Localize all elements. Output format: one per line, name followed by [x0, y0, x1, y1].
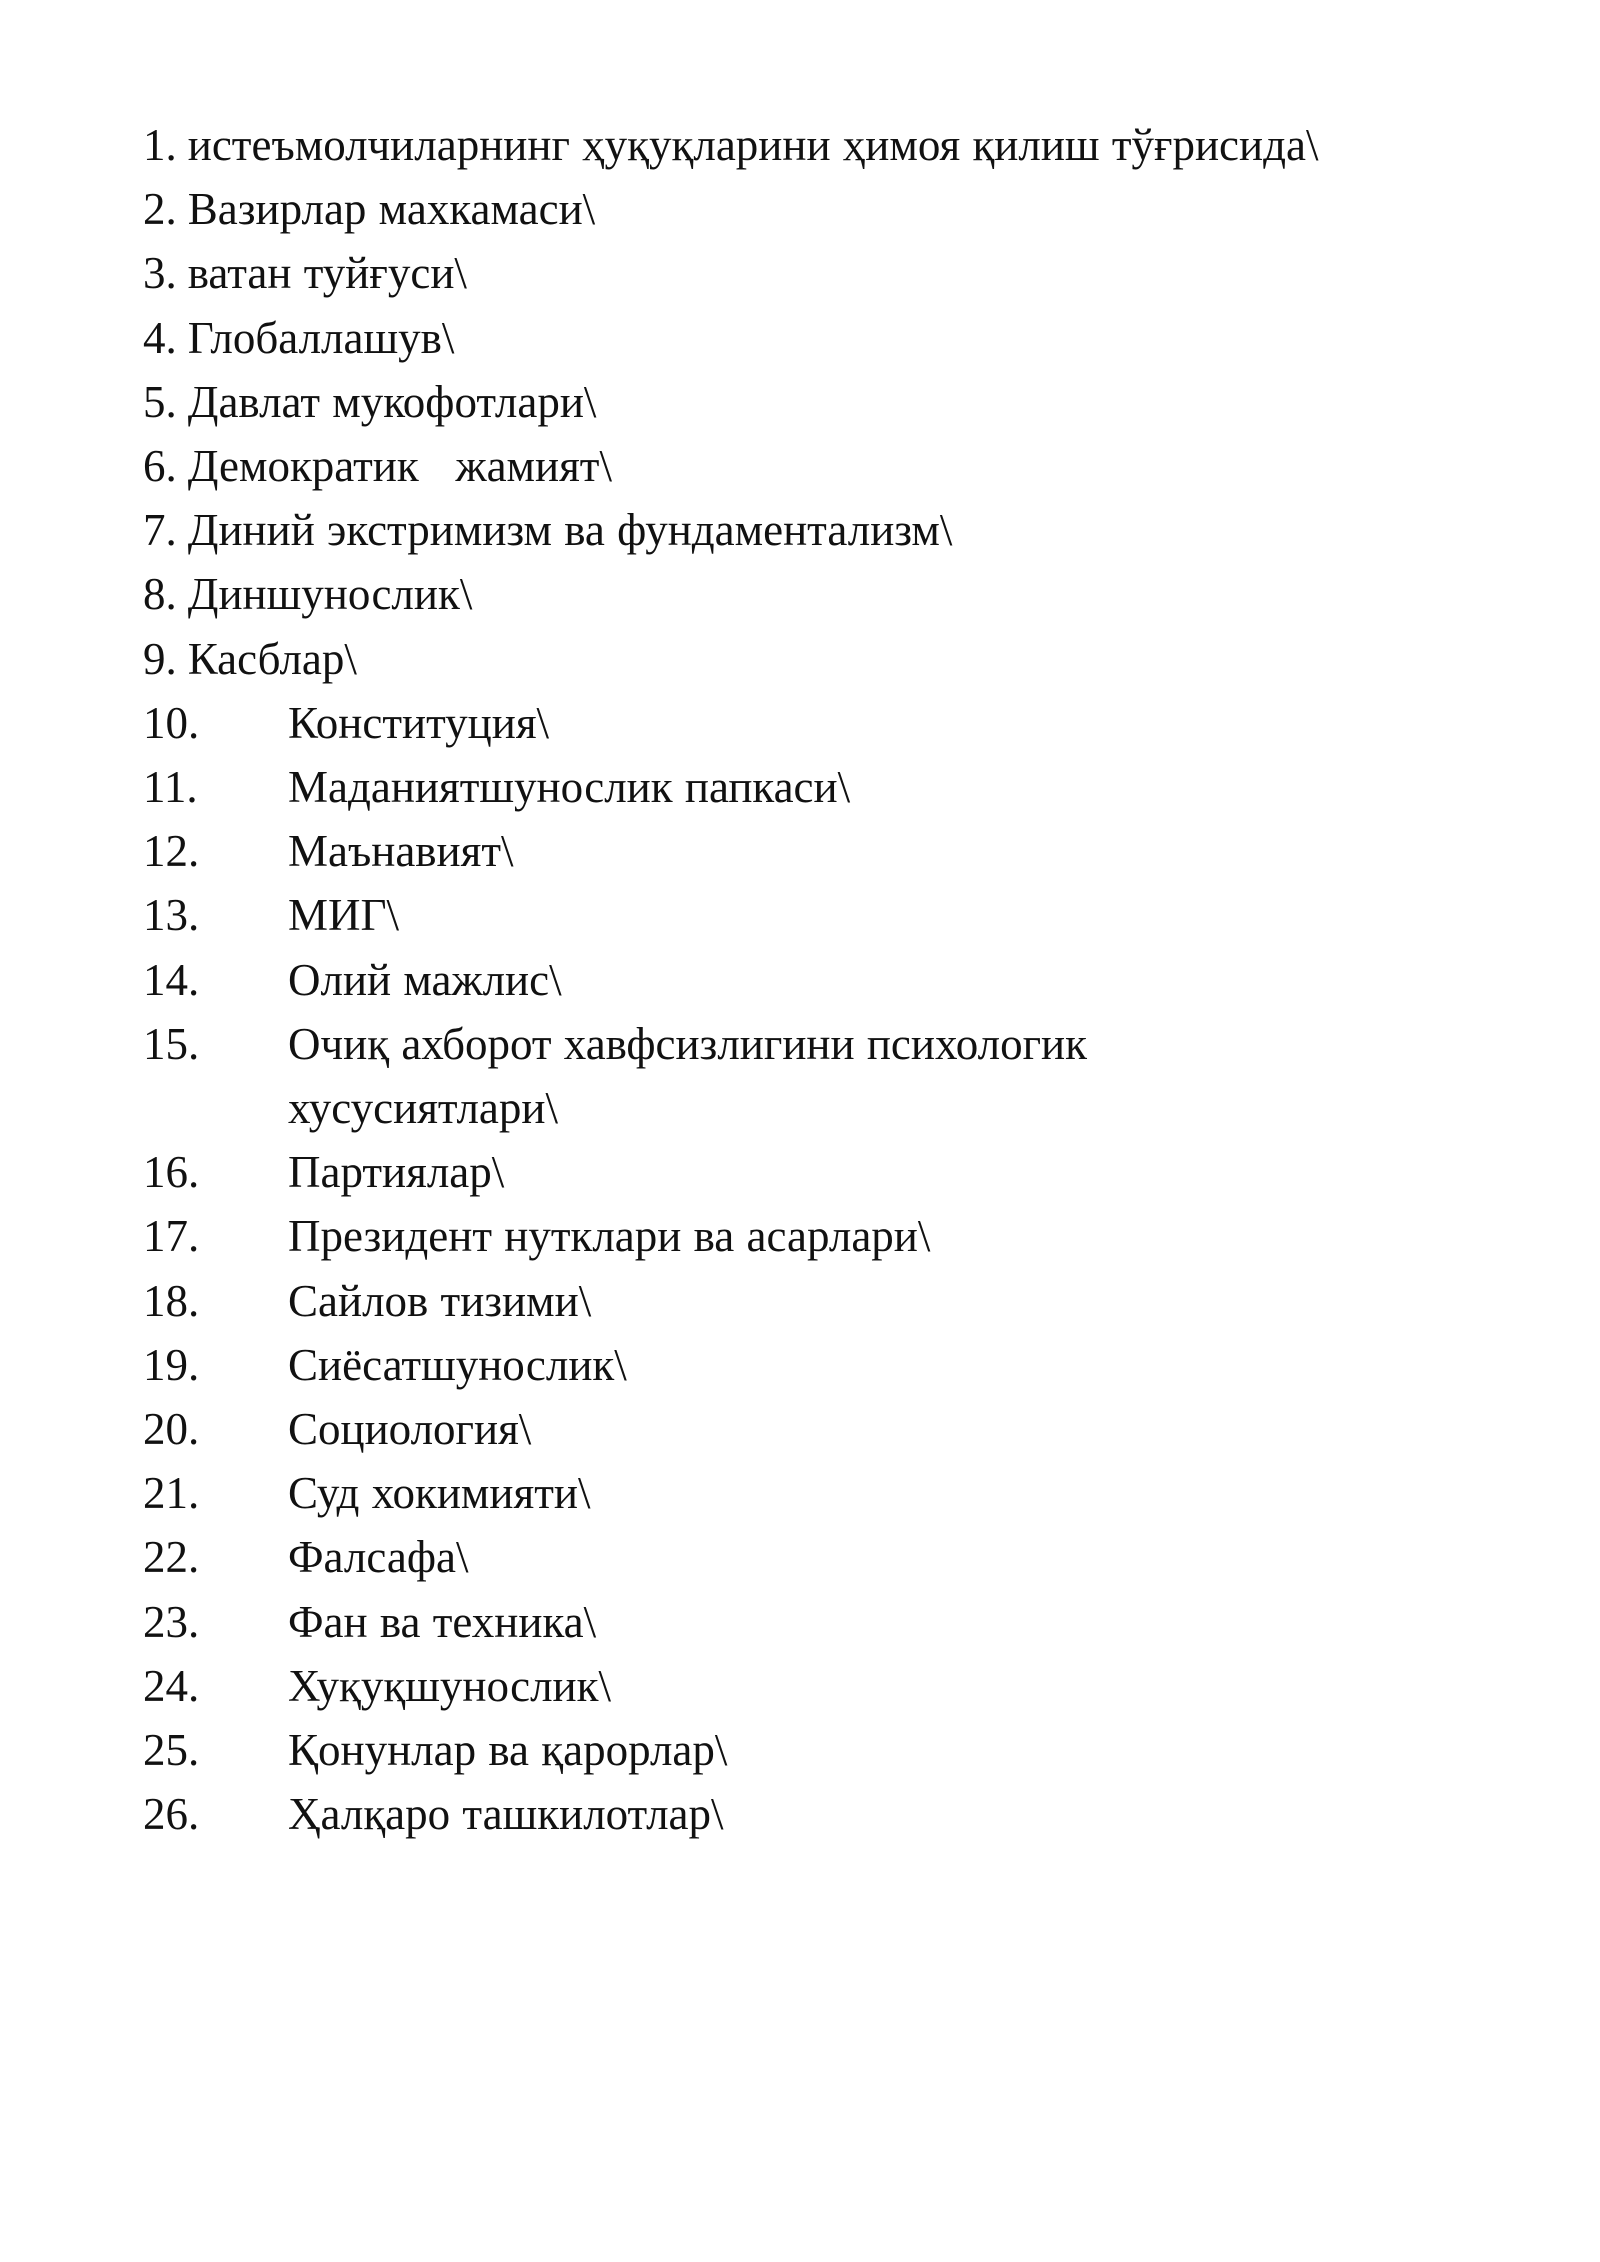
- list-item-number: 25.: [143, 1725, 200, 1776]
- list-item: [143, 691, 1463, 755]
- list-item-text: Маданиятшунослик папкаси\: [288, 762, 851, 813]
- list-item-text: Қонунлар ва қарорлар\: [288, 1725, 728, 1776]
- list-item: [143, 1461, 1463, 1525]
- list-item-number: 6.: [143, 441, 177, 492]
- list-item: [143, 1590, 1463, 1654]
- list-item-number: 26.: [143, 1789, 200, 1840]
- list-item: [143, 498, 1463, 562]
- list-item-number: 15.: [143, 1018, 200, 1069]
- list-item-number: 18.: [143, 1275, 200, 1326]
- list-item-text: Социология\: [288, 1404, 532, 1455]
- list-item-number: 22.: [143, 1532, 200, 1583]
- list-item-number: 16.: [143, 1147, 200, 1198]
- list-item-text: Демократик жамият\: [187, 441, 612, 492]
- list-item-text: Олий мажлис\: [288, 954, 562, 1005]
- list-item-number: 9.: [143, 633, 177, 684]
- list-item: [143, 562, 1463, 626]
- list-item-text: Сиёсатшунослик\: [288, 1339, 627, 1390]
- list-item-number: 7.: [143, 505, 177, 556]
- list-item: [143, 177, 1463, 241]
- list-item-text: истеъмолчиларнинг ҳуқуқларини ҳимоя қилиш тўғрисида\: [187, 120, 1319, 170]
- list-item: [143, 1525, 1463, 1589]
- list-item-number: 1.: [143, 120, 177, 170]
- list-item-text: Конституция\: [288, 697, 550, 748]
- list-item-number: 8.: [143, 569, 177, 620]
- list-item-text: Вазирлар махкамаси\: [187, 184, 596, 235]
- list-item-number: 21.: [143, 1468, 200, 1519]
- list-item: [143, 434, 1463, 498]
- list-item: [143, 1269, 1463, 1333]
- list-item-number: 23.: [143, 1596, 200, 1647]
- list-item-text: ватан туйғуси\: [187, 248, 467, 299]
- list-item-text: Очиқ ахборот хавфсизлигини психологик хусусиятлари\: [288, 1018, 1100, 1134]
- list-item: [143, 1140, 1463, 1204]
- list-item-number: 11.: [143, 762, 198, 813]
- list-item-text: Касблар\: [187, 633, 357, 684]
- list-item-number: 13.: [143, 890, 200, 941]
- list-item: [143, 1397, 1463, 1461]
- list-item: [143, 627, 1463, 691]
- list-item-number: 17.: [143, 1211, 200, 1262]
- list-item: [143, 113, 1463, 177]
- list-item: [143, 948, 1463, 1012]
- list-item-text: Партиялар\: [288, 1147, 505, 1198]
- list-item-text: Ҳалқаро ташкилотлар\: [288, 1789, 724, 1840]
- list-item-text: Давлат мукофотлари\: [187, 376, 597, 427]
- list-item: [143, 1718, 1463, 1782]
- list-item-text: Хуқуқшунослик\: [288, 1660, 611, 1711]
- list-item: [143, 883, 1463, 947]
- list-item-text: Президент нутклари ва асарлари\: [288, 1211, 931, 1262]
- list-item: [143, 1782, 1463, 1846]
- list-item: [143, 1204, 1463, 1268]
- list-item: [143, 1333, 1463, 1397]
- list-item: [143, 370, 1463, 434]
- list-item-number: 24.: [143, 1660, 200, 1711]
- list-item-number: 14.: [143, 954, 200, 1005]
- list-item-number: 5.: [143, 376, 177, 427]
- list-item-number: 20.: [143, 1404, 200, 1455]
- list-item-number: 4.: [143, 312, 177, 363]
- list-item: [143, 1012, 1463, 1140]
- list-item-number: 10.: [143, 697, 200, 748]
- list-item-number: 2.: [143, 184, 177, 235]
- list-item: [143, 819, 1463, 883]
- list-item-text: Маънавият\: [288, 826, 514, 877]
- list-item: [143, 306, 1463, 370]
- list-item: [143, 755, 1463, 819]
- list-item: [143, 241, 1463, 305]
- list-item-text: Диншунослик\: [187, 569, 473, 620]
- list-item-text: Диний экстримизм ва фундаментализм\: [187, 505, 953, 556]
- list-item-number: 3.: [143, 248, 177, 299]
- list-item-text: Фан ва техника\: [288, 1596, 597, 1647]
- list-item-text: Глобаллашув\: [187, 312, 455, 363]
- folder-list: [143, 113, 1463, 1846]
- list-item-text: Сайлов тизими\: [288, 1275, 592, 1326]
- list-item-number: 12.: [143, 826, 200, 877]
- list-item-text: МИГ\: [288, 890, 400, 941]
- list-item-number: 19.: [143, 1339, 200, 1390]
- list-item: [143, 1654, 1463, 1718]
- list-item-text: Фалсафа\: [288, 1532, 469, 1583]
- list-item-text: Суд хокимияти\: [288, 1468, 591, 1519]
